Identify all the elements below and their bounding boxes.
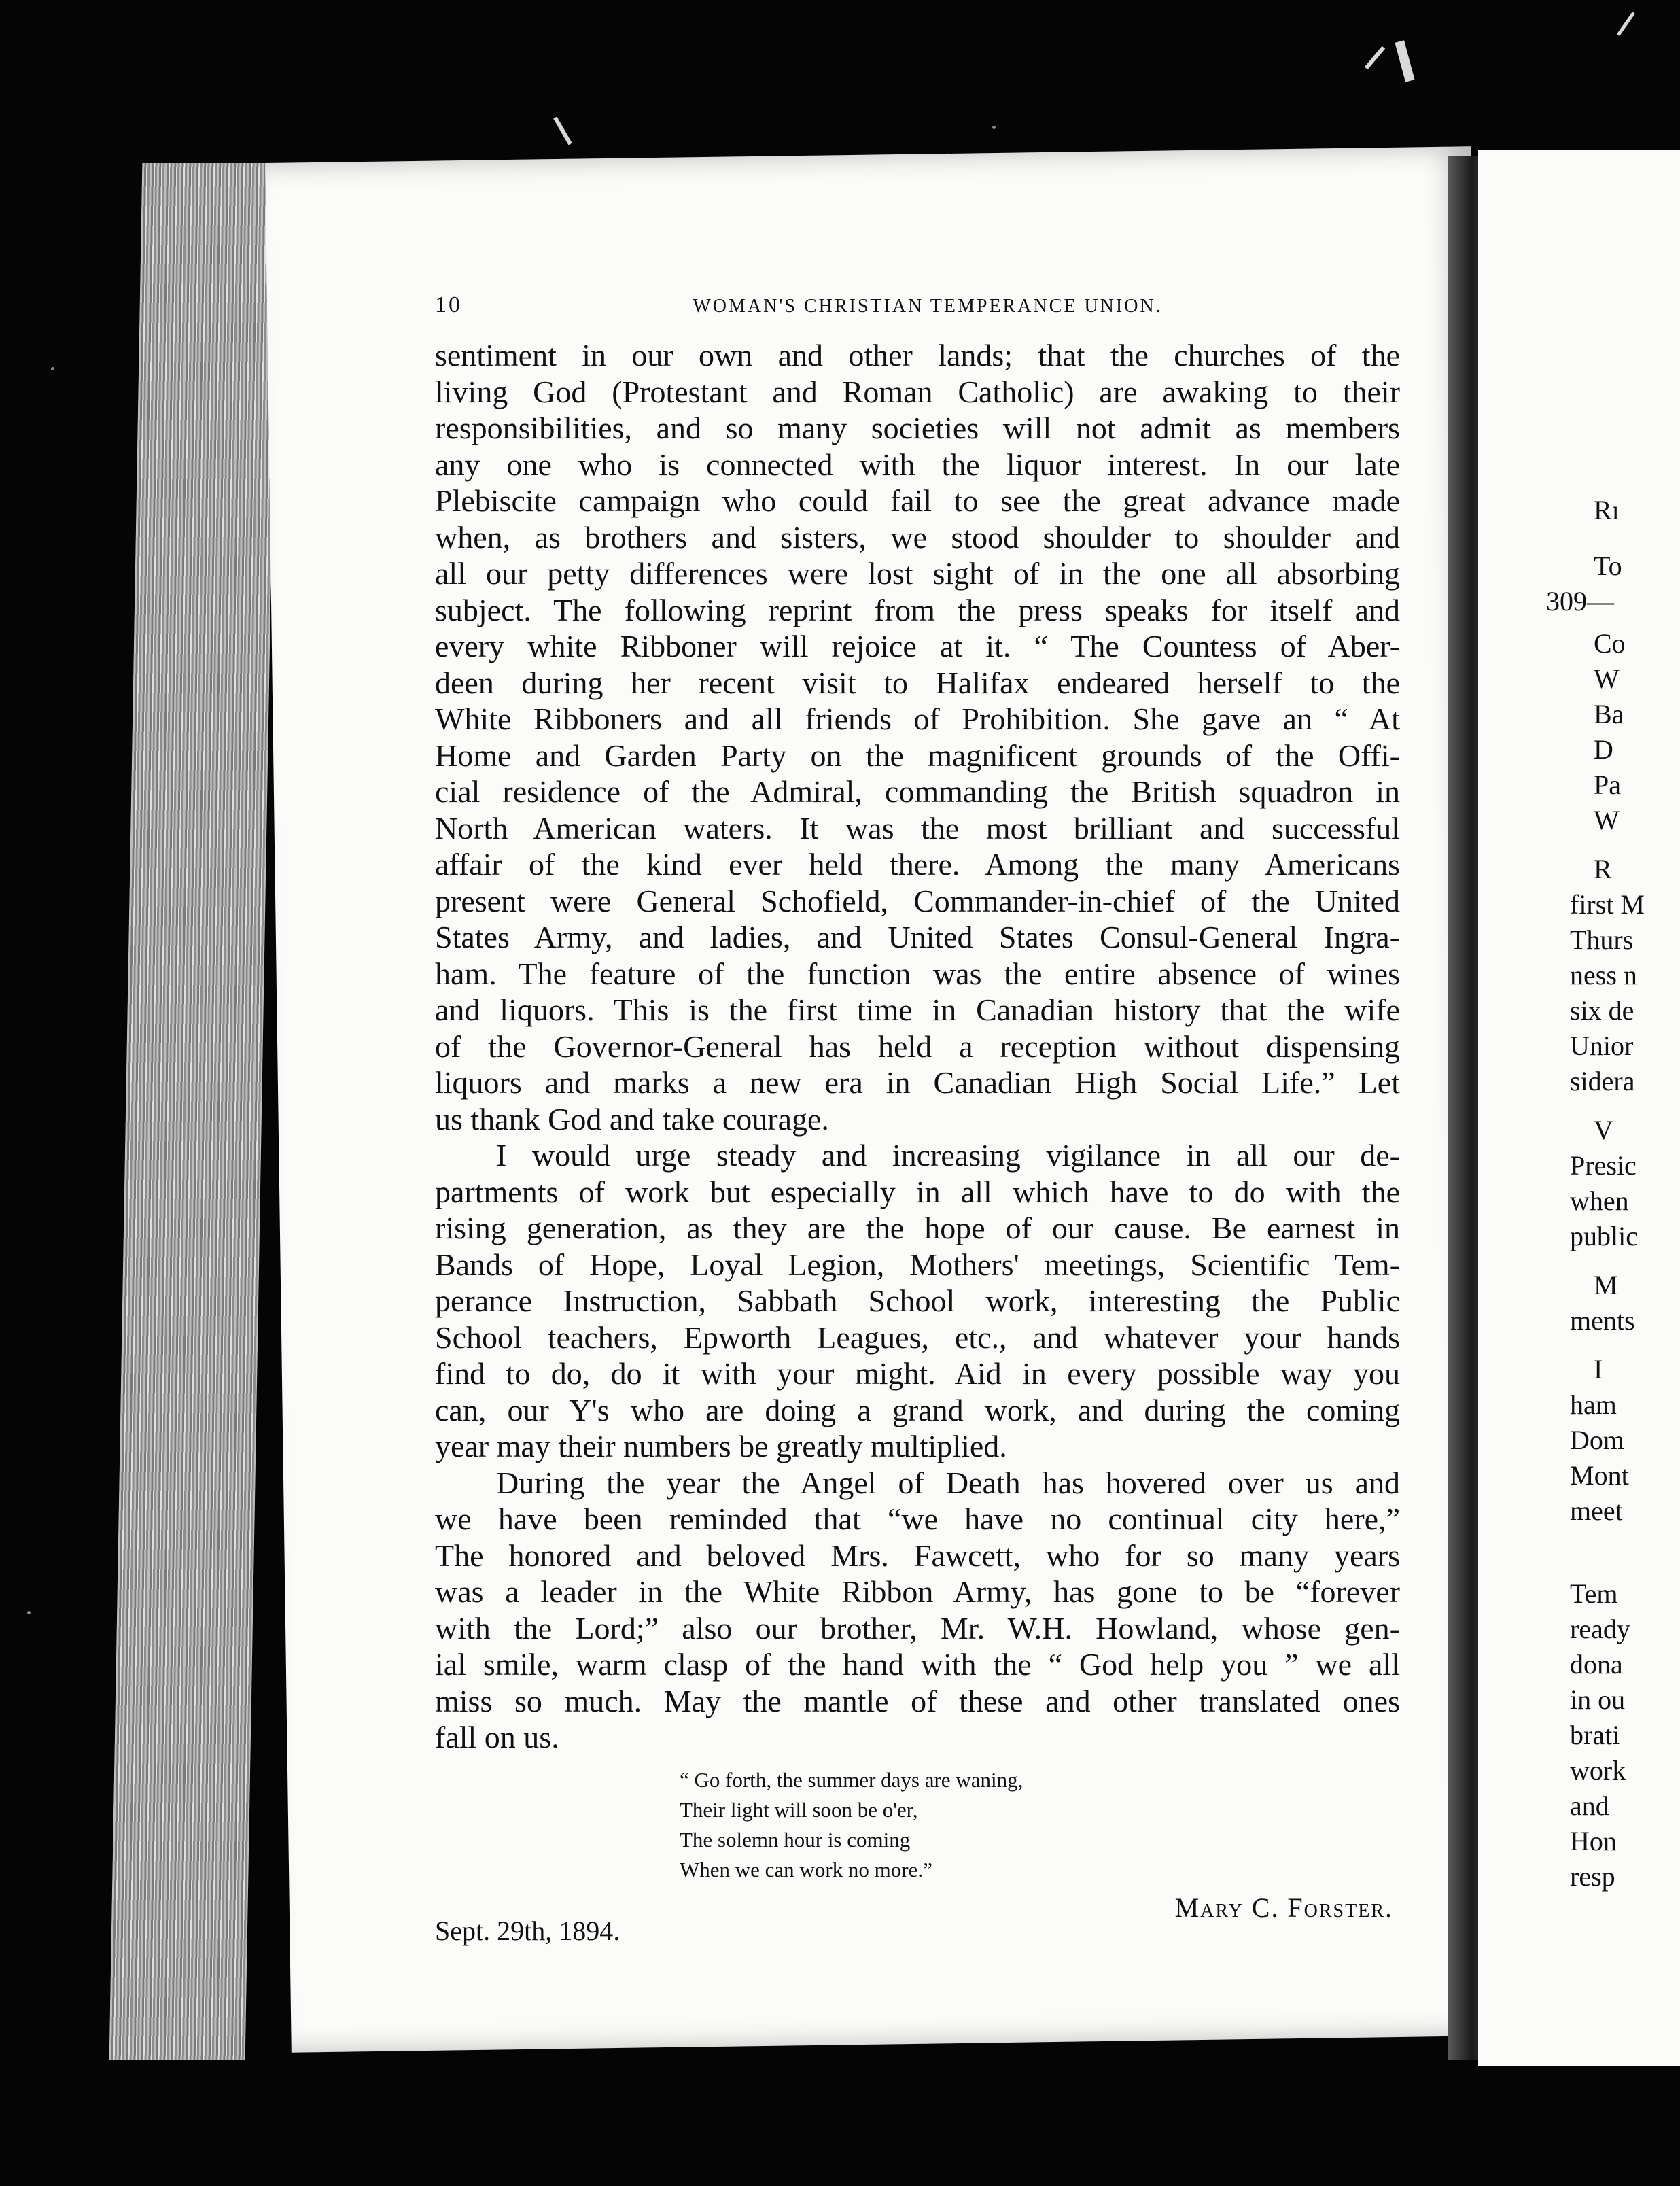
text-fragment: Ba bbox=[1594, 699, 1624, 729]
text-line: North American waters. It was the most brilliant and successful bbox=[435, 810, 1400, 846]
text-line: deen during her recent visit to Halifax endeared herself to the bbox=[435, 665, 1400, 700]
text-fragment: first M bbox=[1570, 889, 1645, 920]
text-line: partments of work but especially in all which have to do with the bbox=[435, 1174, 1400, 1209]
text-line: can, our Y's who are doing a grand work, and during the coming bbox=[435, 1392, 1400, 1427]
text-fragment: ments bbox=[1570, 1305, 1635, 1336]
text-fragment: dona bbox=[1570, 1649, 1623, 1680]
text-line: present were General Schofield, Commander-in-chief of the United bbox=[435, 883, 1400, 918]
running-head bbox=[435, 292, 1400, 318]
page-edges bbox=[109, 163, 279, 2060]
text-fragment: public bbox=[1570, 1221, 1638, 1251]
text-line: Home and Garden Party on the magnificent grounds of the Offi- bbox=[435, 738, 1400, 773]
poem-quote bbox=[680, 1765, 1400, 1885]
text-fragment: Mont bbox=[1570, 1460, 1629, 1491]
text-line: During the year the Angel of Death has hovered over us and bbox=[496, 1465, 1400, 1500]
text-line: find to do, do it with your might. Aid in every possible way you bbox=[435, 1356, 1400, 1391]
text-line: every white Ribboner will rejoice at it. “ The Countess of Aber- bbox=[435, 629, 1400, 663]
scan-mark bbox=[1617, 12, 1635, 36]
text-fragment: and bbox=[1570, 1790, 1609, 1821]
poem-line: Their light will soon be o'er, bbox=[680, 1797, 918, 1822]
text-fragment: D bbox=[1594, 734, 1613, 765]
text-fragment: sidera bbox=[1570, 1066, 1635, 1096]
letter-date: Sept. 29th, 1894. bbox=[435, 1915, 620, 1946]
text-line: perance Instruction, Sabbath School work, interesting the Public bbox=[435, 1283, 1400, 1318]
signoff bbox=[435, 1892, 1400, 1947]
signature: Mary C. Forster. bbox=[1174, 1892, 1393, 1923]
scan-mark bbox=[1395, 40, 1414, 82]
text-line: rising generation, as they are the hope of our cause. Be earnest in bbox=[435, 1211, 1400, 1245]
text-fragment: ready bbox=[1570, 1614, 1630, 1644]
text-line: was a leader in the White Ribbon Army, has gone to be “forever bbox=[435, 1574, 1400, 1609]
text-line: fall on us. bbox=[435, 1720, 559, 1754]
text-fragment: R bbox=[1594, 854, 1612, 884]
text-fragment: W bbox=[1594, 663, 1620, 694]
poem-line: When we can work no more.” bbox=[680, 1857, 932, 1881]
text-line: and liquors. This is the first time in Canadian history that the wife bbox=[435, 992, 1400, 1027]
text-fragment: Rı bbox=[1594, 495, 1620, 525]
text-line: when, as brothers and sisters, we stood shoulder to shoulder and bbox=[435, 519, 1400, 555]
text-line: responsibilities, and so many societies will not admit as members bbox=[435, 411, 1400, 445]
dust-speck bbox=[992, 126, 996, 129]
text-fragment: W bbox=[1594, 805, 1620, 835]
text-line: any one who is connected with the liquor interest. In our late bbox=[435, 447, 1400, 482]
text-fragment: ness n bbox=[1570, 960, 1637, 990]
text-fragment: Pa bbox=[1594, 769, 1621, 800]
text-line: White Ribboners and all friends of Prohibition. She gave an “ At bbox=[435, 701, 1400, 736]
poem-line: “ Go forth, the summer days are waning, bbox=[680, 1767, 1023, 1792]
text-fragment: Unior bbox=[1570, 1030, 1634, 1061]
text-line: cial residence of the Admiral, commanding the British squadron in bbox=[435, 774, 1400, 809]
text-fragment: Dom bbox=[1570, 1425, 1624, 1455]
text-line: subject. The following reprint from the press speaks for itself and bbox=[435, 592, 1400, 627]
text-fragment: Co bbox=[1594, 628, 1626, 659]
text-line: we have been reminded that “we have no continual city here,” bbox=[435, 1502, 1400, 1536]
text-fragment: Tem bbox=[1570, 1578, 1618, 1609]
text-fragment: resp bbox=[1570, 1861, 1615, 1892]
text-line: ial smile, warm clasp of the hand with the “ God help you ” we all bbox=[435, 1647, 1400, 1682]
page-content bbox=[435, 292, 1400, 1947]
text-line: affair of the kind ever held there. Among the many Americans bbox=[435, 847, 1400, 882]
text-fragment: I bbox=[1594, 1354, 1603, 1385]
page-number: 10 bbox=[435, 292, 462, 317]
dust-speck bbox=[51, 367, 54, 370]
poem-line: The solemn hour is coming bbox=[680, 1827, 911, 1852]
text-line: of the Governor-General has held a reception without dispensing bbox=[435, 1028, 1400, 1064]
text-line: Bands of Hope, Loyal Legion, Mothers' meetings, Scientific Tem- bbox=[435, 1247, 1400, 1282]
text-fragment: six de bbox=[1570, 995, 1634, 1026]
text-fragment: V bbox=[1594, 1115, 1613, 1145]
text-fragment: in ou bbox=[1570, 1684, 1626, 1715]
text-fragment: brati bbox=[1570, 1720, 1620, 1750]
scan-mark bbox=[553, 117, 572, 145]
text-fragment: M bbox=[1594, 1270, 1618, 1300]
text-fragment: work bbox=[1570, 1755, 1626, 1786]
text-fragment: Presic bbox=[1570, 1150, 1637, 1181]
text-line: ham. The feature of the function was the entire absence of wines bbox=[435, 956, 1400, 991]
text-line: liquors and marks a new era in Canadian High Social Life.” Let bbox=[435, 1065, 1400, 1100]
text-line: States Army, and ladies, and United States Consul-General Ingra- bbox=[435, 920, 1400, 954]
scan-mark bbox=[1365, 46, 1385, 69]
dust-speck bbox=[27, 1611, 31, 1614]
text-line: The honored and beloved Mrs. Fawcett, who for so many years bbox=[435, 1538, 1400, 1573]
text-fragment: 309— bbox=[1546, 586, 1614, 617]
text-fragment: Hon bbox=[1570, 1826, 1617, 1856]
text-line: sentiment in our own and other lands; that the churches of the bbox=[435, 338, 1400, 372]
text-line: miss so much. May the mantle of these and other translated ones bbox=[435, 1683, 1400, 1718]
text-fragment: Thurs bbox=[1570, 924, 1634, 955]
text-line: living God (Protestant and Roman Catholic) are awaking to their bbox=[435, 374, 1400, 409]
running-head-title: WOMAN'S CHRISTIAN TEMPERANCE UNION. bbox=[693, 296, 1163, 317]
text-fragment: To bbox=[1594, 551, 1622, 581]
text-line: year may their numbers be greatly multiplied. bbox=[435, 1429, 1007, 1463]
text-line: I would urge steady and increasing vigilance in all our de- bbox=[496, 1138, 1400, 1173]
text-fragment: ham bbox=[1570, 1389, 1617, 1420]
body-text bbox=[435, 337, 1400, 1756]
text-fragment: when bbox=[1570, 1185, 1629, 1216]
text-line: all our petty differences were lost sight of in the one all absorbing bbox=[435, 556, 1400, 591]
text-line: School teachers, Epworth Leagues, etc., and whatever your hands bbox=[435, 1319, 1400, 1355]
right-page-text bbox=[1546, 493, 1645, 1894]
text-line: us thank God and take courage. bbox=[435, 1101, 829, 1137]
text-line: Plebiscite campaign who could fail to see the great advance made bbox=[435, 483, 1400, 518]
text-line: with the Lord;” also our brother, Mr. W.H. Howland, whose gen- bbox=[435, 1610, 1400, 1646]
text-fragment: meet bbox=[1570, 1495, 1623, 1526]
